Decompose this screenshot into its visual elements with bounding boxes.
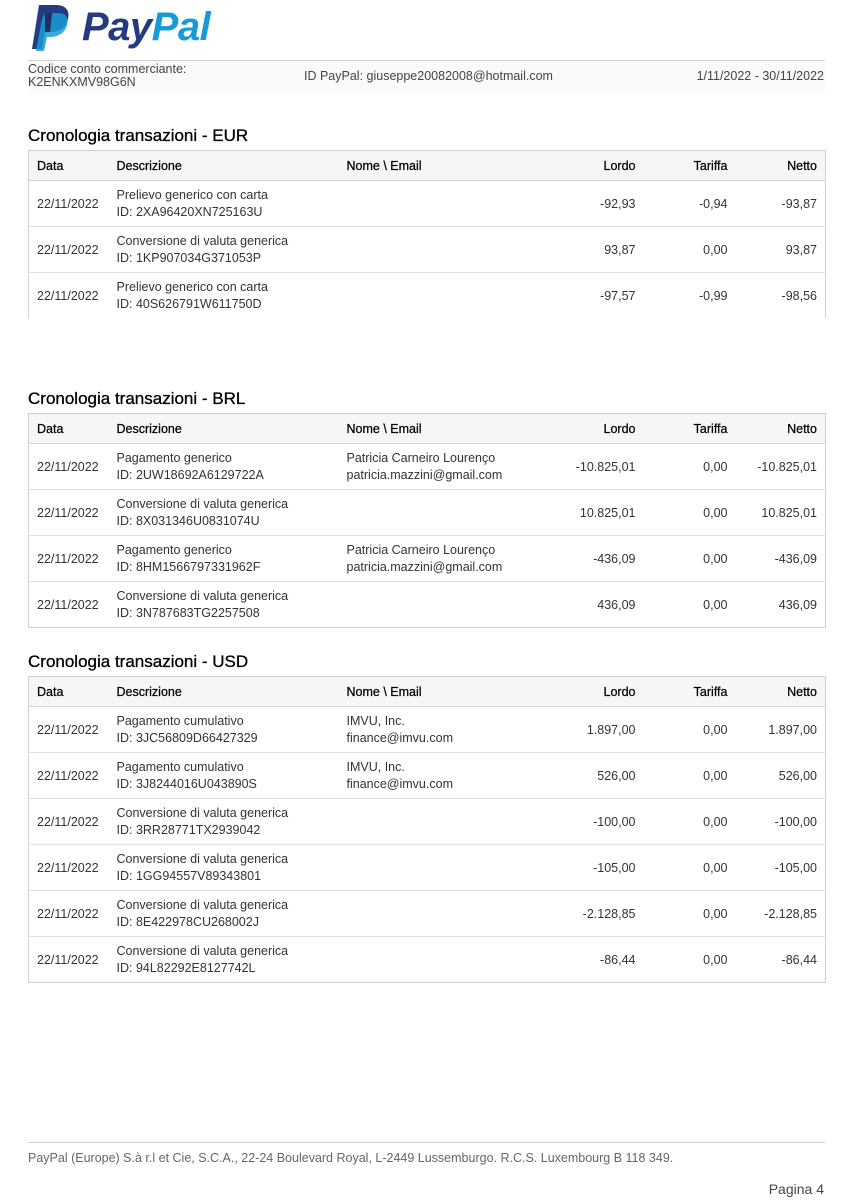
table-header-row: [29, 414, 826, 444]
counterparty-email: finance@imvu.com: [346, 776, 453, 791]
transaction-id: ID: 94L82292E8127742L: [116, 960, 256, 975]
cell-gross: -105,00: [539, 845, 644, 891]
section-title: Cronologia transazioni - BRL: [28, 389, 246, 408]
cell-gross: 436,09: [597, 597, 636, 612]
cell-name-email: [339, 490, 539, 536]
table-row: [29, 707, 826, 753]
cell-fee: 0,00: [644, 444, 736, 490]
merchant-label: Codice conto commerciante:: [28, 62, 187, 76]
column-header-netto: Netto: [736, 414, 826, 444]
description-type: Conversione di valuta generica: [116, 851, 289, 866]
cell-name-email: [339, 181, 539, 227]
cell-fee: 0,00: [644, 799, 736, 845]
cell-gross: 10.825,01: [539, 490, 644, 536]
description-type: Conversione di valuta generica: [116, 588, 289, 603]
table-row: [29, 444, 826, 490]
cell-net: -98,56: [781, 288, 817, 303]
cell-net: -2.128,85: [736, 891, 826, 937]
cell-gross: -10.825,01: [539, 444, 644, 490]
cell-name-email: [339, 937, 539, 983]
statement-period: 1/11/2022 - 30/11/2022: [696, 69, 824, 83]
merchant-info: [28, 63, 186, 89]
section-usd: [28, 650, 825, 983]
column-header-netto: Netto: [736, 151, 826, 181]
cell-gross: 526,00: [539, 753, 644, 799]
column-header-lordo: Lordo: [539, 677, 644, 707]
description-type: Conversione di valuta generica: [116, 496, 289, 511]
cell-fee: 0,00: [644, 536, 736, 582]
cell-description: [109, 937, 339, 983]
cell-name-email: [339, 582, 539, 628]
column-header-descrizione: Descrizione: [109, 677, 339, 707]
description-type: Pagamento generico: [116, 542, 232, 557]
description-type: Prelievo generico con carta: [116, 187, 268, 202]
counterparty-email: patricia.mazzini@gmail.com: [346, 559, 503, 574]
description-type: Pagamento generico: [116, 450, 232, 465]
cell-description: [109, 490, 339, 536]
column-header-nome: Nome \ Email: [339, 677, 539, 707]
column-header-data: Data: [29, 414, 109, 444]
cell-description: [109, 845, 339, 891]
cell-date: 22/11/2022: [37, 952, 99, 967]
cell-net: 526,00: [736, 753, 826, 799]
description-type: Conversione di valuta generica: [116, 897, 289, 912]
cell-date: 22/11/2022: [29, 444, 109, 490]
cell-net: -93,87: [736, 181, 826, 227]
cell-gross: -86,44: [600, 952, 636, 967]
column-header-nome: Nome \ Email: [339, 414, 539, 444]
column-header-tariffa: Tariffa: [644, 677, 736, 707]
table-row: [29, 845, 826, 891]
column-header-lordo: Lordo: [539, 151, 644, 181]
cell-name-email: [339, 536, 539, 582]
cell-net: 1.897,00: [736, 707, 826, 753]
counterparty-email: patricia.mazzini@gmail.com: [346, 467, 503, 482]
table-row: [29, 799, 826, 845]
cell-fee: 0,00: [703, 952, 728, 967]
cell-description: [109, 444, 339, 490]
column-header-netto: Netto: [736, 677, 826, 707]
cell-fee: 0,00: [644, 490, 736, 536]
page-number: Pagina 4: [768, 1181, 824, 1197]
cell-fee: 0,00: [703, 597, 728, 612]
table-row: [29, 753, 826, 799]
cell-fee: 0,00: [644, 227, 736, 273]
table-row: [29, 227, 826, 273]
table-row: [29, 181, 826, 227]
cell-fee: 0,00: [644, 707, 736, 753]
counterparty-name: Patricia Carneiro Lourenço: [346, 542, 496, 557]
transaction-id: ID: 3RR28771TX2939042: [116, 822, 261, 837]
cell-gross: -100,00: [539, 799, 644, 845]
cell-fee: 0,00: [644, 845, 736, 891]
column-header-descrizione: Descrizione: [109, 414, 339, 444]
table-row: [29, 582, 826, 628]
merchant-code: K2ENKXMV98G6N: [28, 75, 136, 89]
section-title: Cronologia transazioni - USD: [28, 652, 249, 671]
cell-gross: -436,09: [539, 536, 644, 582]
transaction-id: ID: 2UW18692A6129722A: [116, 467, 264, 482]
column-header-data: Data: [29, 677, 109, 707]
counterparty-name: IMVU, Inc.: [346, 759, 405, 774]
table-header-row: [29, 151, 826, 181]
transaction-id: ID: 1GG94557V89343801: [116, 868, 262, 883]
cell-net: 436,09: [778, 597, 817, 612]
paypal-p-icon: [30, 3, 72, 51]
cell-date: 22/11/2022: [29, 536, 109, 582]
cell-name-email: [339, 444, 539, 490]
cell-description: [109, 799, 339, 845]
counterparty-name: IMVU, Inc.: [346, 713, 405, 728]
cell-date: 22/11/2022: [29, 707, 109, 753]
cell-description: [109, 753, 339, 799]
cell-fee: -0,94: [644, 181, 736, 227]
transactions-table: [28, 150, 826, 318]
transaction-id: ID: 3N787683TG2257508: [116, 605, 260, 620]
cell-name-email: [339, 753, 539, 799]
cell-gross: -92,93: [539, 181, 644, 227]
table-row: [29, 273, 826, 319]
cell-name-email: [339, 891, 539, 937]
description-type: Pagamento cumulativo: [116, 713, 244, 728]
cell-net: -86,44: [781, 952, 817, 967]
cell-date: 22/11/2022: [29, 181, 109, 227]
column-header-lordo: Lordo: [539, 414, 644, 444]
cell-gross: 1.897,00: [539, 707, 644, 753]
cell-name-email: [339, 845, 539, 891]
cell-gross: 93,87: [539, 227, 644, 273]
paypal-wordmark: [82, 5, 210, 50]
column-header-nome: Nome \ Email: [339, 151, 539, 181]
section-eur: [28, 124, 825, 318]
cell-net: 10.825,01: [736, 490, 826, 536]
cell-description: [109, 891, 339, 937]
cell-fee: 0,00: [644, 753, 736, 799]
cell-net: -10.825,01: [736, 444, 826, 490]
column-header-data: Data: [29, 151, 109, 181]
description-type: Conversione di valuta generica: [116, 805, 289, 820]
transaction-id: ID: 8E422978CU268002J: [116, 914, 259, 929]
cell-gross: -97,57: [600, 288, 636, 303]
transaction-id: ID: 3J8244016U043890S: [116, 776, 257, 791]
cell-date: 22/11/2022: [29, 891, 109, 937]
transaction-id: ID: 1KP907034G371053P: [116, 250, 262, 265]
cell-net: -436,09: [736, 536, 826, 582]
paypal-logo: [30, 2, 210, 52]
section-brl: [28, 387, 825, 628]
cell-net: -105,00: [736, 845, 826, 891]
description-type: Prelievo generico con carta: [116, 279, 268, 294]
cell-fee: -0,99: [699, 288, 728, 303]
cell-name-email: [339, 707, 539, 753]
table-row: [29, 490, 826, 536]
counterparty-email: finance@imvu.com: [346, 730, 453, 745]
cell-net: 93,87: [736, 227, 826, 273]
cell-date: 22/11/2022: [29, 490, 109, 536]
cell-name-email: [339, 227, 539, 273]
table-header-row: [29, 677, 826, 707]
column-header-tariffa: Tariffa: [644, 151, 736, 181]
cell-fee: 0,00: [644, 891, 736, 937]
description-type: Conversione di valuta generica: [116, 233, 289, 248]
description-type: Conversione di valuta generica: [116, 943, 289, 958]
cell-description: [109, 273, 339, 319]
logo-pal: Pal: [151, 4, 211, 49]
cell-date: 22/11/2022: [29, 799, 109, 845]
table-row: [29, 937, 826, 983]
paypal-id: ID PayPal: giuseppe20082008@hotmail.com: [304, 69, 553, 83]
cell-description: [109, 707, 339, 753]
table-row: [29, 536, 826, 582]
table-row: [29, 891, 826, 937]
footer-divider: [28, 1142, 825, 1143]
cell-description: [109, 227, 339, 273]
section-title: Cronologia transazioni - EUR: [28, 126, 249, 145]
transaction-id: ID: 8HM1566797331962F: [116, 559, 261, 574]
cell-name-email: [339, 799, 539, 845]
cell-gross: -2.128,85: [539, 891, 644, 937]
cell-date: 22/11/2022: [29, 227, 109, 273]
cell-date: 22/11/2022: [37, 288, 99, 303]
cell-name-email: [339, 273, 539, 319]
transaction-id: ID: 40S626791W611750D: [116, 296, 262, 311]
cell-date: 22/11/2022: [29, 845, 109, 891]
cell-description: [109, 582, 339, 628]
footer-legal: PayPal (Europe) S.à r.l et Cie, S.C.A., 22-24 Boulevard Royal, L-2449 Lussemburgo. R.C.S. Luxembourg B 118 349.: [28, 1151, 674, 1165]
cell-date: 22/11/2022: [37, 597, 99, 612]
transaction-id: ID: 2XA96420XN725163U: [116, 204, 263, 219]
column-header-tariffa: Tariffa: [644, 414, 736, 444]
cell-net: -100,00: [736, 799, 826, 845]
logo-pay: Pay: [82, 4, 152, 49]
transactions-table: [28, 676, 826, 983]
counterparty-name: Patricia Carneiro Lourenço: [346, 450, 496, 465]
transaction-id: ID: 3JC56809D66427329: [116, 730, 258, 745]
column-header-descrizione: Descrizione: [109, 151, 339, 181]
cell-date: 22/11/2022: [29, 753, 109, 799]
description-type: Pagamento cumulativo: [116, 759, 244, 774]
transaction-id: ID: 8X031346U0831074U: [116, 513, 260, 528]
cell-description: [109, 181, 339, 227]
cell-description: [109, 536, 339, 582]
transactions-table: [28, 413, 826, 628]
